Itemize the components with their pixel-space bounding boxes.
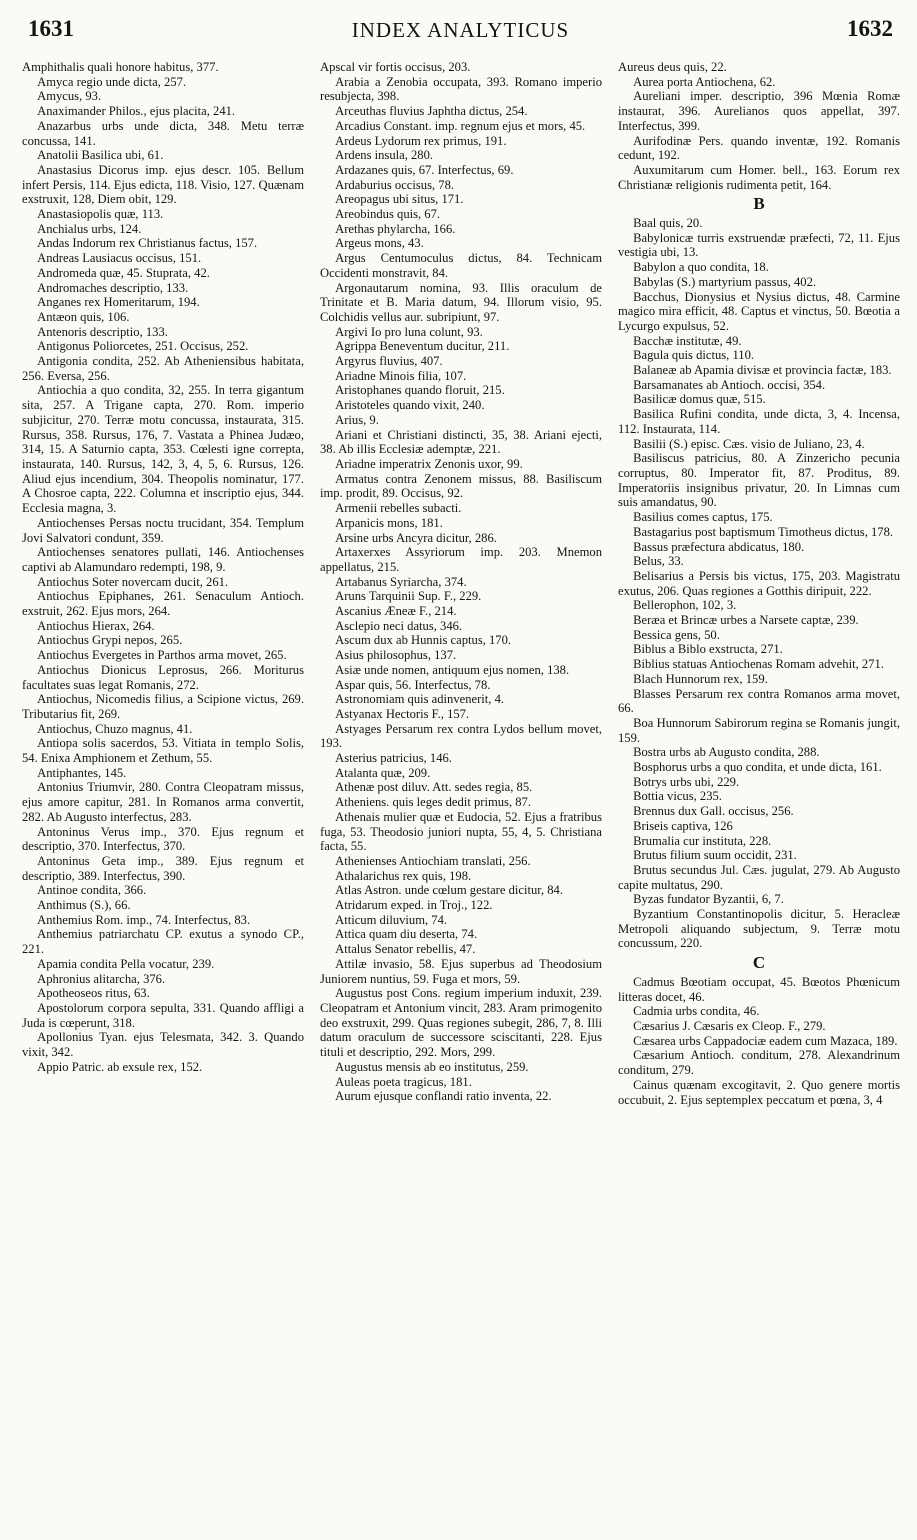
index-entry: Antiochus, Chuzo magnus, 41. [37, 721, 193, 736]
index-entry: Ariadne imperatrix Zenonis uxor, 99. [335, 456, 523, 471]
index-entry: Blasses Persarum rex contra Romanos arma movet, 66. [618, 686, 900, 716]
index-entry: Bacchæ institutæ, 49. [633, 333, 742, 348]
index-entry: Bottia vicus, 235. [633, 789, 722, 804]
index-entry: Apollonius Tyan. ejus Telesmata, 342. 3. Quando vixit, 342. [22, 1030, 304, 1060]
page-number-right: 1632 [847, 16, 893, 41]
index-entry: Attica quam diu deserta, 74. [335, 927, 478, 942]
index-entry: Agrippa Beneventum ducitur, 211. [335, 339, 510, 354]
index-entry: Athenais mulier quæ et Eudocia, 52. Ejus a fratribus fuga, 53. Theodosio juniori nupta, 55, 4, 5. Christiana facta, 55. [320, 809, 602, 854]
index-entry: Apscal vir fortis occisus, 203. [320, 60, 471, 74]
index-entry: Attalus Senator rebellis, 47. [335, 942, 476, 957]
index-entry: Bostra urbs ab Augusto condita, 288. [633, 745, 820, 760]
index-entry: Antinoe condita, 366. [37, 883, 147, 898]
index-entry: Areopagus ubi situs, 171. [335, 192, 464, 207]
index-entry: Byzantium Constantinopolis dicitur, 5. Heracleæ Metropoli aliquando subjectum, 9. Terræ motu concussum, 220. [618, 907, 900, 951]
index-entry: Antigonus Poliorcetes, 251. Occisus, 252. [37, 339, 249, 354]
index-entry: Argonautarum nomina, 93. Illis oraculum de Trinitate et B. Maria datum, 94. Illorum visio, 95. Colchidis vellus aur. subripiunt, 97. [320, 280, 602, 324]
index-entry: Astyages Persarum rex contra Lydos bellum movet, 193. [320, 721, 602, 751]
index-entry: Aristoteles quando vixit, 240. [335, 398, 485, 413]
index-entry: Arsine urbs Ancyra dicitur, 286. [335, 530, 497, 545]
section-letter: B [753, 194, 765, 214]
index-entry: Antiphantes, 145. [37, 765, 127, 780]
index-entry: Antæon quis, 106. [37, 309, 130, 324]
index-entry: Ascum dux ab Hunnis captus, 170. [335, 633, 512, 648]
index-entry: Asclepio neci datus, 346. [335, 618, 463, 633]
page-header [24, 14, 897, 54]
index-entry: Anastasius Dicorus imp. ejus descr. 105. Bellum infert Persis, 114. Ejus edicta, 118. Visio, 127. Quænam exstruxit, 128, Diem obit, 129. [22, 162, 304, 207]
index-entry: Aphronius alitarcha, 376. [37, 971, 166, 986]
index-entry: Antiochus Dionicus Leprosus, 266. Moriturus facultates suas legat Romanis, 272. [22, 662, 304, 692]
index-entry: Appio Patric. ab exsule rex, 152. [37, 1059, 203, 1074]
index-entry: Athalarichus rex quis, 198. [335, 868, 472, 883]
index-entry: Attilæ invasio, 58. Ejus superbus ad Theodosium Juniorem nuntius, 59. Fuga et mors, 59. [320, 956, 602, 986]
index-entry: Antiochus Epiphanes, 261. Senaculum Antioch. exstruit, 262. Ejus mors, 264. [22, 589, 304, 619]
index-entry: Astronomiam quis adinvenerit, 4. [335, 692, 505, 707]
index-entry: Antoninus Geta imp., 389. Ejus regnum et descriptio, 389. Interfectus, 390. [22, 853, 304, 883]
index-entry: Aurea porta Antiochena, 62. [633, 74, 776, 89]
index-entry: Armatus contra Zenonem missus, 88. Basiliscum imp. prodit, 89. Occisus, 92. [320, 471, 602, 501]
index-entry: Asterius patricius, 146. [335, 751, 452, 766]
index-entry: Arcadius Constant. imp. regnum ejus et mors, 45. [335, 118, 586, 133]
index-entry: Apotheoseos ritus, 63. [37, 986, 150, 1001]
index-entry: Aurifodinæ Pers. quando inventæ, 192. Romanis cedunt, 192. [618, 133, 900, 163]
index-entry: Byzas fundator Byzantii, 6, 7. [633, 892, 784, 907]
index-entry: Baal quis, 20. [633, 216, 703, 231]
index-entry: Andas Indorum rex Christianus factus, 157. [37, 236, 258, 251]
index-entry: Antiochus Soter novercam ducit, 261. [37, 574, 229, 589]
index-entry: Apostolorum corpora sepulta, 331. Quando affligi a Juda is cœperunt, 318. [22, 1001, 304, 1030]
index-entry: Artabanus Syriarcha, 374. [335, 574, 467, 589]
index-entry: Atheniens. quis leges dedit primus, 87. [335, 795, 531, 810]
index-entry: Asius philosophus, 137. [335, 648, 457, 663]
index-entry: Cæsarea urbs Cappadociæ eadem cum Mazaca, 189. [633, 1033, 898, 1048]
index-entry: Ascanius Æneæ F., 214. [335, 604, 457, 619]
index-entry: Anganes rex Homeritarum, 194. [37, 295, 200, 310]
index-entry: Boa Hunnorum Sabirorum regina se Romanis jungit, 159. [618, 715, 900, 745]
index-entry: Antiochenses Persas noctu trucidant, 354. Templum Jovi Salvatori condunt, 359. [22, 515, 304, 545]
index-entry: Basilica Rufini condita, unde dicta, 3, 4. Incensa, 112. Instaurata, 114. [618, 407, 900, 436]
index-entry: Amycus, 93. [37, 89, 102, 104]
index-entry: Bosphorus urbs a quo condita, et unde dicta, 161. [633, 760, 882, 775]
index-entry: Anthemius Rom. imp., 74. Interfectus, 83. [37, 912, 251, 927]
index-entry: Cadmia urbs condita, 46. [633, 1004, 760, 1019]
index-entry: Bassus præfectura abdicatus, 180. [633, 539, 805, 554]
index-entry: Anthimus (S.), 66. [37, 898, 131, 913]
index-entry: Andromeda quæ, 45. Stuprata, 42. [37, 265, 210, 280]
index-entry: Amphithalis quali honore habitus, 377. [22, 60, 219, 74]
index-entry: Arius, 9. [335, 412, 379, 427]
index-entry: Brutus secundus Jul. Cæs. jugulat, 279. Ab Augusto capite multatus, 290. [618, 862, 900, 892]
index-entry: Athenæ post diluv. Att. sedes regia, 85. [335, 780, 533, 795]
index-entry: Aspar quis, 56. Interfectus, 78. [335, 677, 491, 692]
index-entry: Antiochus Grypi nepos, 265. [37, 633, 183, 648]
index-entry: Atlas Astron. unde cœlum gestare dicitur, 84. [335, 883, 563, 898]
index-entry: Antonius Triumvir, 280. Contra Cleopatram missus, ejus amore capitur, 281. In Romanos arma convertit, 282. Ab Augusto interfectus, 283. [22, 780, 304, 824]
index-entry: Astyanax Hectoris F., 157. [335, 706, 470, 721]
index-entry: Anaximander Philos., ejus placita, 241. [37, 104, 236, 119]
index-entry: Basilius comes captus, 175. [633, 510, 773, 525]
index-entry: Aureliani imper. descriptio, 396 Mœnia Romæ instaurat, 396. Aurelianos quos appellat, 397. Interfectus, 399. [618, 89, 900, 133]
index-entry: Antiochus, Nicomedis filius, a Scipione victus, 269. Tributarius fit, 269. [22, 692, 304, 721]
index-entry: Antenoris descriptio, 133. [37, 324, 168, 339]
index-entry: Atridarum exped. in Troj., 122. [335, 898, 493, 913]
index-entry: Armenii rebelles subacti. [335, 501, 462, 516]
index-entry: Biblus a Biblo exstructa, 271. [633, 642, 783, 657]
index-entry: Balaneæ ab Apamia divisæ et provincia factæ, 183. [633, 363, 892, 378]
index-entry: Anthemius patriarchatu CP. exutus a synodo CP., 221. [22, 927, 304, 957]
running-title: INDEX ANALYTICUS [351, 18, 570, 42]
index-entry: Bellerophon, 102, 3. [633, 598, 737, 613]
index-entry: Asiæ unde nomen, antiquum ejus nomen, 138. [335, 662, 570, 677]
index-entry: Arethas phylarcha, 166. [335, 221, 456, 236]
index-entry: Bastagarius post baptismum Timotheus dictus, 178. [633, 524, 894, 539]
index-entry: Anastasiopolis quæ, 113. [37, 207, 164, 222]
section-letter: C [752, 953, 766, 973]
index-entry: Barsamanates ab Antioch. occisi, 354. [633, 377, 826, 392]
index-entry: Amyca regio unde dicta, 257. [37, 74, 187, 89]
index-entry: Argivi Io pro luna colunt, 93. [335, 324, 483, 339]
index-entry: Bagula quis dictus, 110. [633, 348, 755, 363]
index-entry: Anchialus urbs, 124. [37, 221, 142, 236]
index-entry: Aruns Tarquinii Sup. F., 229. [335, 589, 482, 604]
index-column-1 [22, 60, 304, 1530]
index-entry: Brumalia cur instituta, 228. [633, 833, 772, 848]
index-entry: Ardeus Lydorum rex primus, 191. [335, 133, 507, 148]
index-entry: Antiochenses senatores pullati, 146. Antiochenses captivi ab Alamundaro redempti, 198, 9. [22, 545, 304, 574]
index-entry: Ariani et Christiani distincti, 35, 38. Ariani ejecti, 38. Ab illis Ecclesiæ ademptæ, 221. [320, 427, 602, 457]
index-entry: Atalanta quæ, 209. [335, 765, 431, 780]
index-entry: Atticum diluvium, 74. [335, 912, 448, 927]
index-entry: Botrys urbs ubi, 229. [633, 774, 740, 789]
index-entry: Blach Hunnorum rex, 159. [633, 671, 768, 686]
index-entry: Bessica gens, 50. [633, 627, 720, 642]
index-entry: Ariadne Minois filia, 107. [335, 368, 467, 383]
index-entry: Artaxerxes Assyriorum imp. 203. Mnemon appellatus, 215. [320, 545, 602, 574]
index-entry: Aristophanes quando floruit, 215. [335, 383, 505, 398]
index-entry: Basilicæ domus quæ, 515. [633, 392, 766, 407]
index-entry: Arceuthas fluvius Japhtha dictus, 254. [335, 104, 528, 119]
index-entry: Beræa et Brincæ urbes a Narsete captæ, 239. [633, 613, 859, 628]
index-entry: Cæsarius J. Cæsaris ex Cleop. F., 279. [633, 1019, 826, 1033]
index-entry: Augustus mensis ab eo institutus, 259. [335, 1059, 529, 1074]
index-entry: Arabia a Zenobia occupata, 393. Romano imperio resubjecta, 398. [320, 74, 602, 104]
index-entry: Aurum ejusque conflandi ratio inventa, 22. [335, 1089, 552, 1104]
index-entry: Babylon a quo condita, 18. [633, 260, 769, 275]
index-entry: Basilii (S.) episc. Cæs. visio de Juliano, 23, 4. [633, 436, 865, 451]
index-entry: Aureus deus quis, 22. [618, 60, 727, 74]
index-column-2 [320, 60, 602, 1530]
index-entry: Antiopa solis sacerdos, 53. Vitiata in templo Solis, 54. Enixa Amphionem et Zethum, 55. [22, 736, 304, 766]
index-entry: Babylas (S.) martyrium passus, 402. [633, 274, 817, 289]
index-entry: Andromaches descriptio, 133. [37, 280, 189, 295]
index-entry: Argus Centumoculus dictus, 84. Technicam Occidenti monstravit, 84. [320, 251, 602, 280]
index-columns [22, 60, 900, 1530]
index-entry: Antiochus Hierax, 264. [37, 618, 155, 633]
index-entry: Babylonicæ turris exstruendæ præfecti, 72, 11. Ejus vestigia ubi, 13. [618, 230, 900, 260]
index-entry: Anatolii Basilica ubi, 61. [37, 148, 164, 163]
index-entry: Bacchus, Dionysius et Nysius dictus, 48. Carmine magico mira efficit, 48. Captus et vinctus, 50. Bœotia a Lycurgo expulsus, 52. [618, 289, 900, 333]
index-entry: Apamia condita Pella vocatur, 239. [37, 956, 215, 971]
index-entry: Brutus filium suum occidit, 231. [633, 848, 797, 863]
index-entry: Argeus mons, 43. [335, 236, 424, 251]
index-column-3 [618, 60, 900, 1530]
index-entry: Belus, 33. [633, 554, 684, 569]
index-entry: Cadmus Bœotiam occupat, 45. Bœotos Phœnicum litteras docet, 46. [618, 974, 900, 1004]
index-entry: Cainus quænam excogitavit, 2. Quo genere mortis occubuit, 2. Ejus septemplex peccatum et pœna, 3, 4 [618, 1077, 900, 1107]
index-entry: Athenienses Antiochiam translati, 256. [335, 853, 531, 868]
index-entry: Augustus post Cons. regium imperium induxit, 239. Cleopatram et Antonium vincit, 283. Aram primogenito deo exstruxit, 299. Quas regiones subegit, 286, 7, 8. Illi datum oraculum de successore sciscitanti, 228. Ejus tituli et descriptio, 292. Mors, 299. [320, 986, 602, 1060]
index-entry: Arpanicis mons, 181. [335, 515, 443, 530]
index-entry: Ardens insula, 280. [335, 148, 434, 163]
index-entry: Belisarius a Persis bis victus, 175, 203. Magistratu exutus, 206. Quas regiones a Gotthis diripuit, 222. [618, 568, 900, 598]
index-entry: Ardazanes quis, 67. Interfectus, 69. [335, 162, 514, 177]
index-entry: Antiochus Evergetes in Parthos arma movet, 265. [37, 648, 287, 663]
index-entry: Auxumitarum cum Homer. bell., 163. Eorum rex Christianæ religionis rudimenta petit, 164. [618, 162, 900, 192]
index-entry: Cæsarium Antioch. conditum, 278. Alexandrinum conditum, 279. [618, 1048, 900, 1078]
index-entry: Basiliscus patricius, 80. A Zinzericho pecunia corruptus, 80. Imperator fit, 87. Proditus, 89. Imperatoriis insignibus privatur, 20. In Limnas cum suis amandatus, 90. [618, 451, 900, 510]
index-entry: Antigonia condita, 252. Ab Atheniensibus habitata, 256. Eversa, 256. [22, 354, 304, 383]
index-entry: Anazarbus urbs unde dicta, 348. Metu terræ concussa, 141. [22, 118, 304, 148]
index-entry: Antiochia a quo condita, 32, 255. In terra gigantum sita, 257. A Trigane capta, 270. Rom. imperio subjicitur, 270. Terræ motu concussa, instaurata, 315. Rursus, 358. Rursus, 176, 7. Vastata a Phinea Judæo, 314, 15. A Saturnio capta, 353. Cœlesti igne correpta, instaurata, 140. Rursus, 142, 3, 4, 5, 6. Rursus, 126. Aliud ejus incendium, 304. Theopolis nominatur, 177. A Chosroe capta, 222. Columna et inscriptio ejus, 344. Ecclesia magna, 3. [22, 383, 304, 516]
index-entry: Antoninus Verus imp., 370. Ejus regnum et descriptio, 370. Interfectus, 370. [22, 824, 304, 854]
index-entry: Biblius statuas Antiochenas Romam advehit, 271. [633, 657, 884, 672]
index-entry: Argyrus fluvius, 407. [335, 354, 443, 369]
index-entry: Briseis captiva, 126 [633, 818, 733, 833]
index-entry: Ardaburius occisus, 78. [335, 177, 455, 192]
index-entry: Brennus dux Gall. occisus, 256. [633, 804, 794, 819]
index-entry: Andreas Lausiacus occisus, 151. [37, 251, 202, 266]
index-entry: Areobindus quis, 67. [335, 207, 441, 222]
page-number-left: 1631 [28, 16, 74, 41]
index-entry: Auleas poeta tragicus, 181. [335, 1074, 472, 1089]
